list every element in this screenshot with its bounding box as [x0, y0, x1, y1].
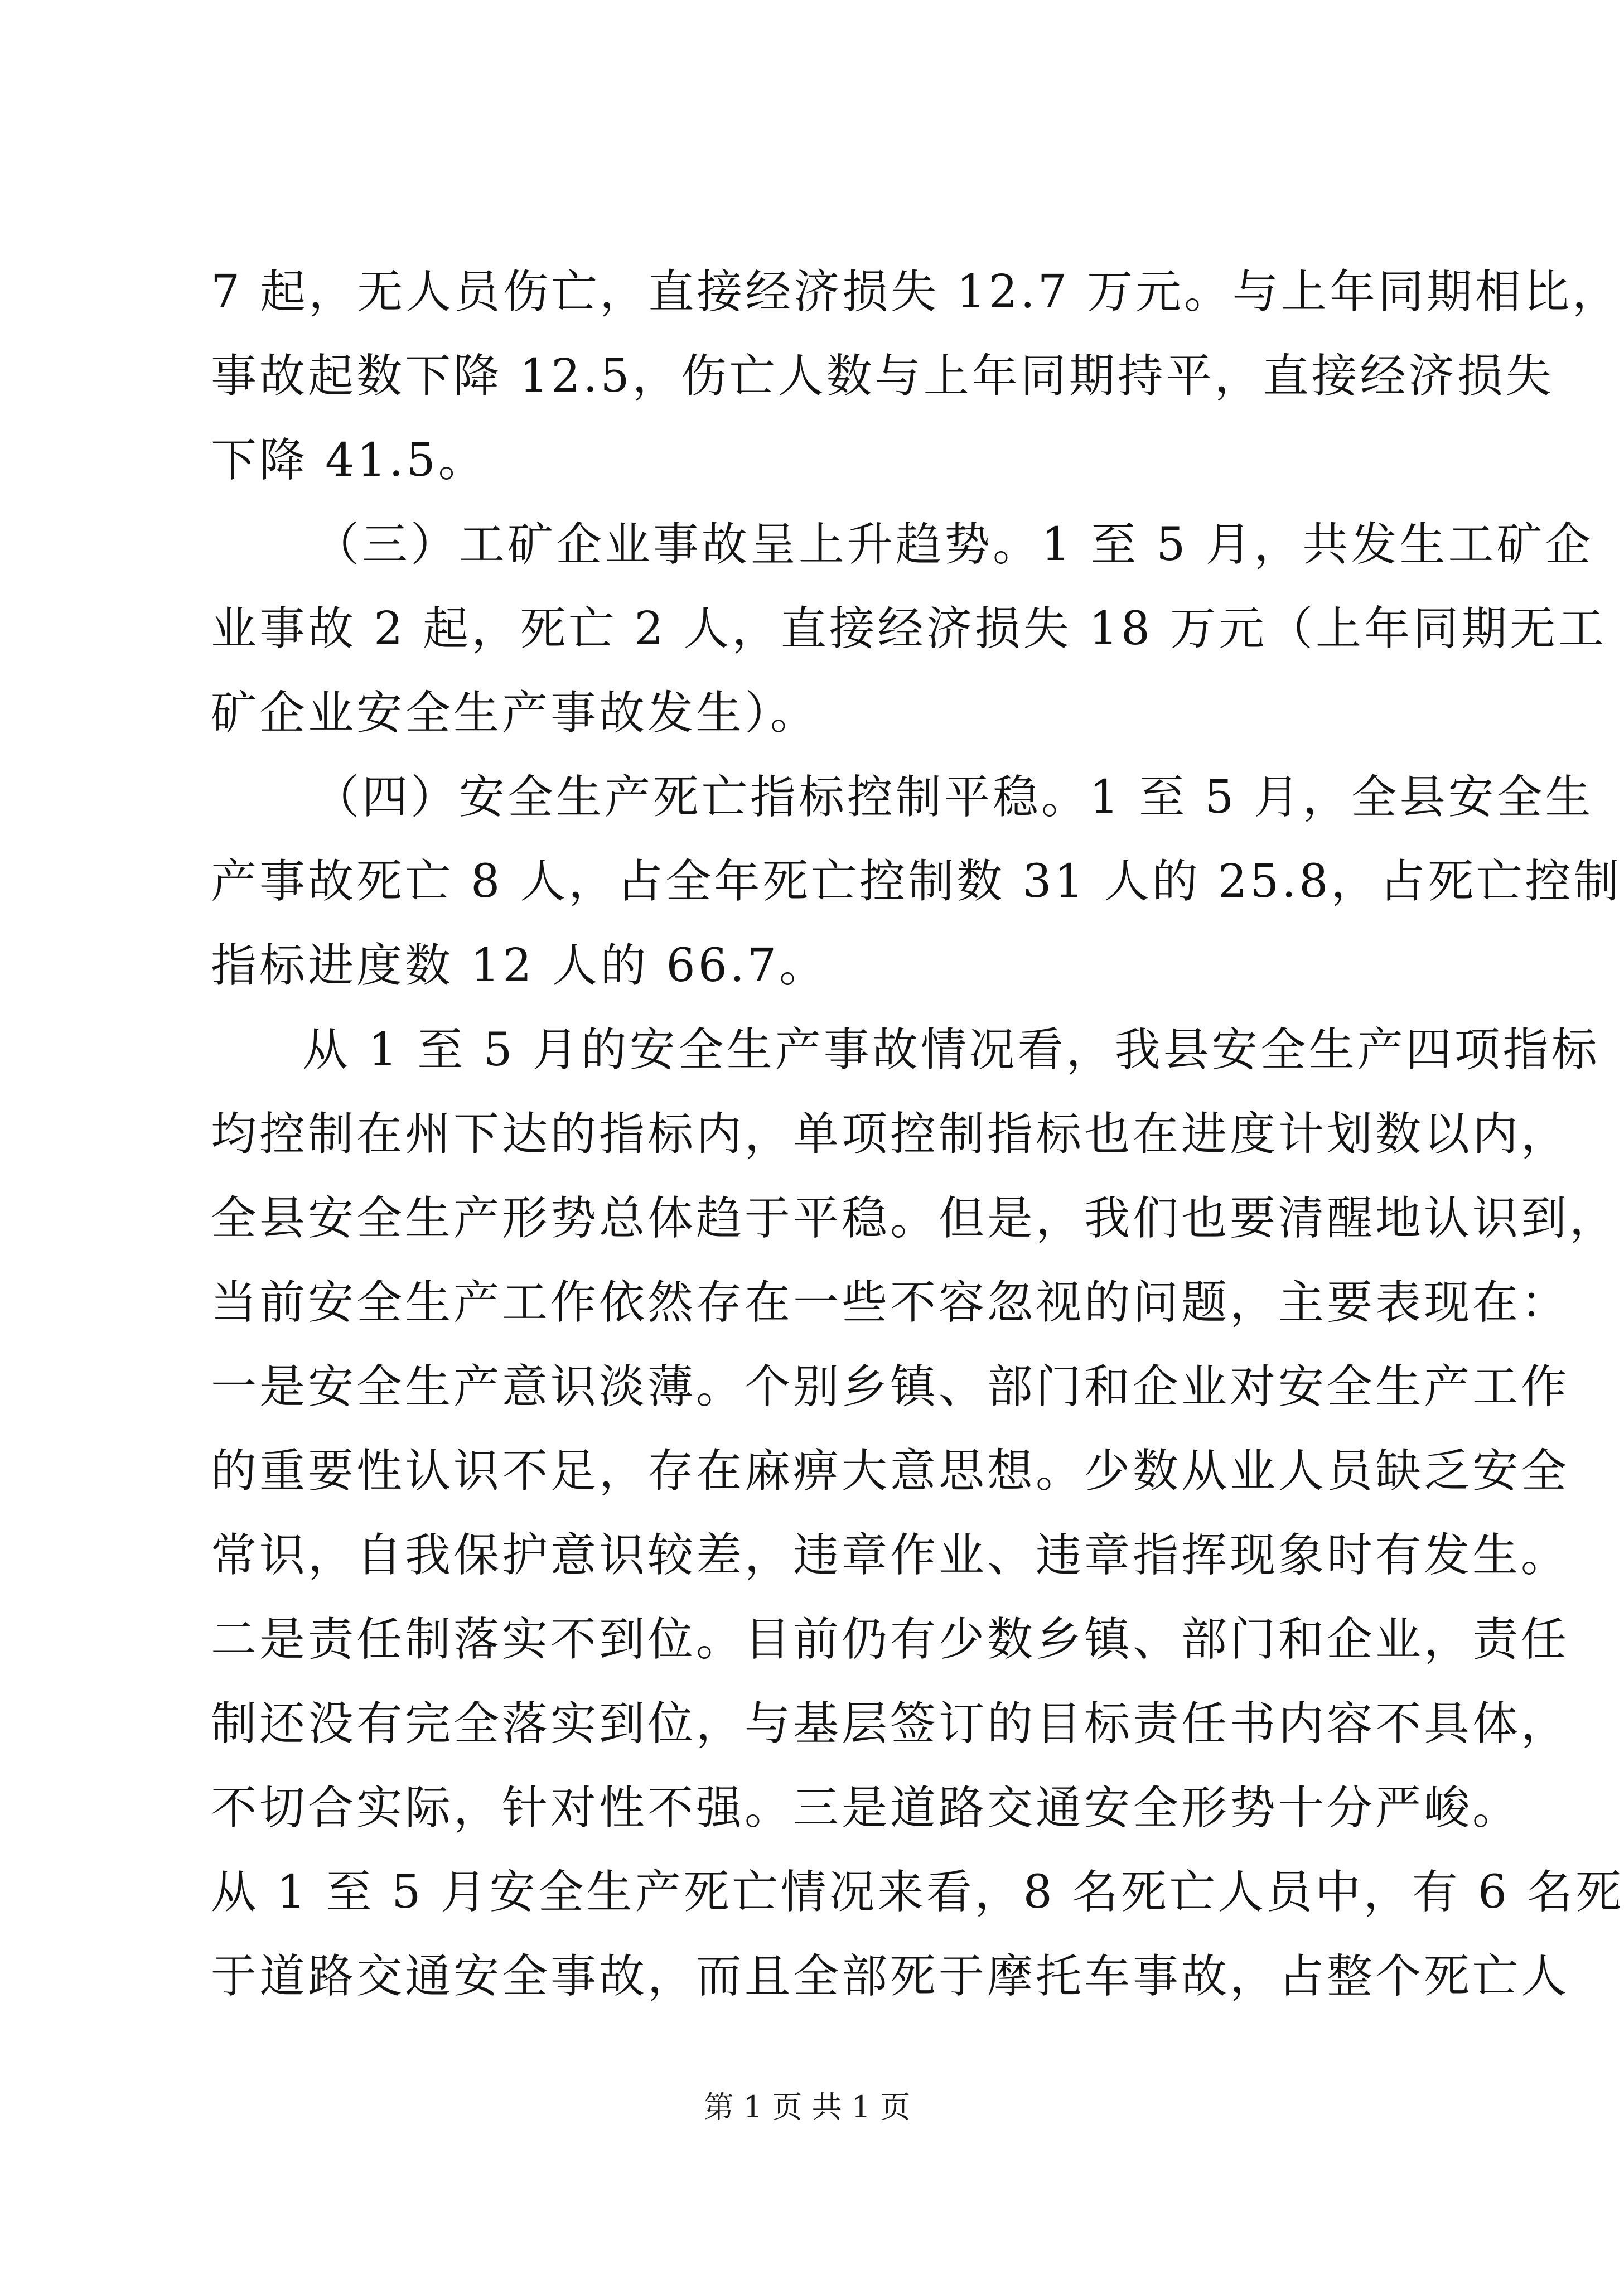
text-line: 从 1 至 5 月的安全生产事故情况看，我县安全生产四项指标: [302, 1024, 1600, 1077]
text-line: 从 1 至 5 月安全生产死亡情况来看，8 名死亡人员中，有 6 名死: [211, 1866, 1624, 1919]
text-line: （三）工矿企业事故呈上升趋势。1 至 5 月，共发生工矿企: [313, 518, 1594, 571]
text-line: （四）安全生产死亡指标控制平稳。1 至 5 月，全县安全生: [313, 771, 1594, 824]
text-line: 的重要性认识不足，存在麻痹大意思想。少数从业人员缺乏安全: [211, 1445, 1570, 1498]
text-line: 制还没有完全落实到位，与基层签订的目标责任书内容不具体，: [211, 1697, 1570, 1750]
text-line: 下降 41.5。: [211, 434, 487, 487]
text-line: 事故起数下降 12.5，伤亡人数与上年同期持平，直接经济损失: [211, 350, 1554, 403]
text-line: 二是责任制落实不到位。目前仍有少数乡镇、部门和企业，责任: [211, 1613, 1570, 1666]
text-line: 产事故死亡 8 人，占全年死亡控制数 31 人的 25.8，占死亡控制: [211, 855, 1622, 908]
text-line: 于道路交通安全事故，而且全部死于摩托车事故，占整个死亡人: [211, 1950, 1570, 2003]
text-line: 常识，自我保护意识较差，违章作业、违章指挥现象时有发生。: [211, 1529, 1570, 1582]
text-line: 一是安全生产意识淡薄。个别乡镇、部门和企业对安全生产工作: [211, 1360, 1570, 1413]
page-footer: 第 1 页 共 1 页: [703, 2089, 911, 2125]
text-line: 矿企业安全生产事故发生）。: [211, 687, 819, 740]
text-line: 全县安全生产形势总体趋于平稳。但是，我们也要清醒地认识到，: [211, 1192, 1618, 1245]
text-line: 当前安全生产工作依然存在一些不容忽视的问题，主要表现在：: [211, 1276, 1570, 1329]
text-line: 指标进度数 12 人的 66.7。: [211, 939, 828, 992]
text-line: 7 起，无人员伤亡，直接经济损失 12.7 万元。与上年同期相比，: [211, 266, 1621, 318]
text-line: 业事故 2 起，死亡 2 人，直接经济损失 18 万元（上年同期无工: [211, 602, 1607, 655]
text-line: 不切合实际，针对性不强。三是道路交通安全形势十分严峻。: [211, 1782, 1521, 1835]
text-line: 均控制在州下达的指标内，单项控制指标也在进度计划数以内，: [211, 1108, 1570, 1161]
